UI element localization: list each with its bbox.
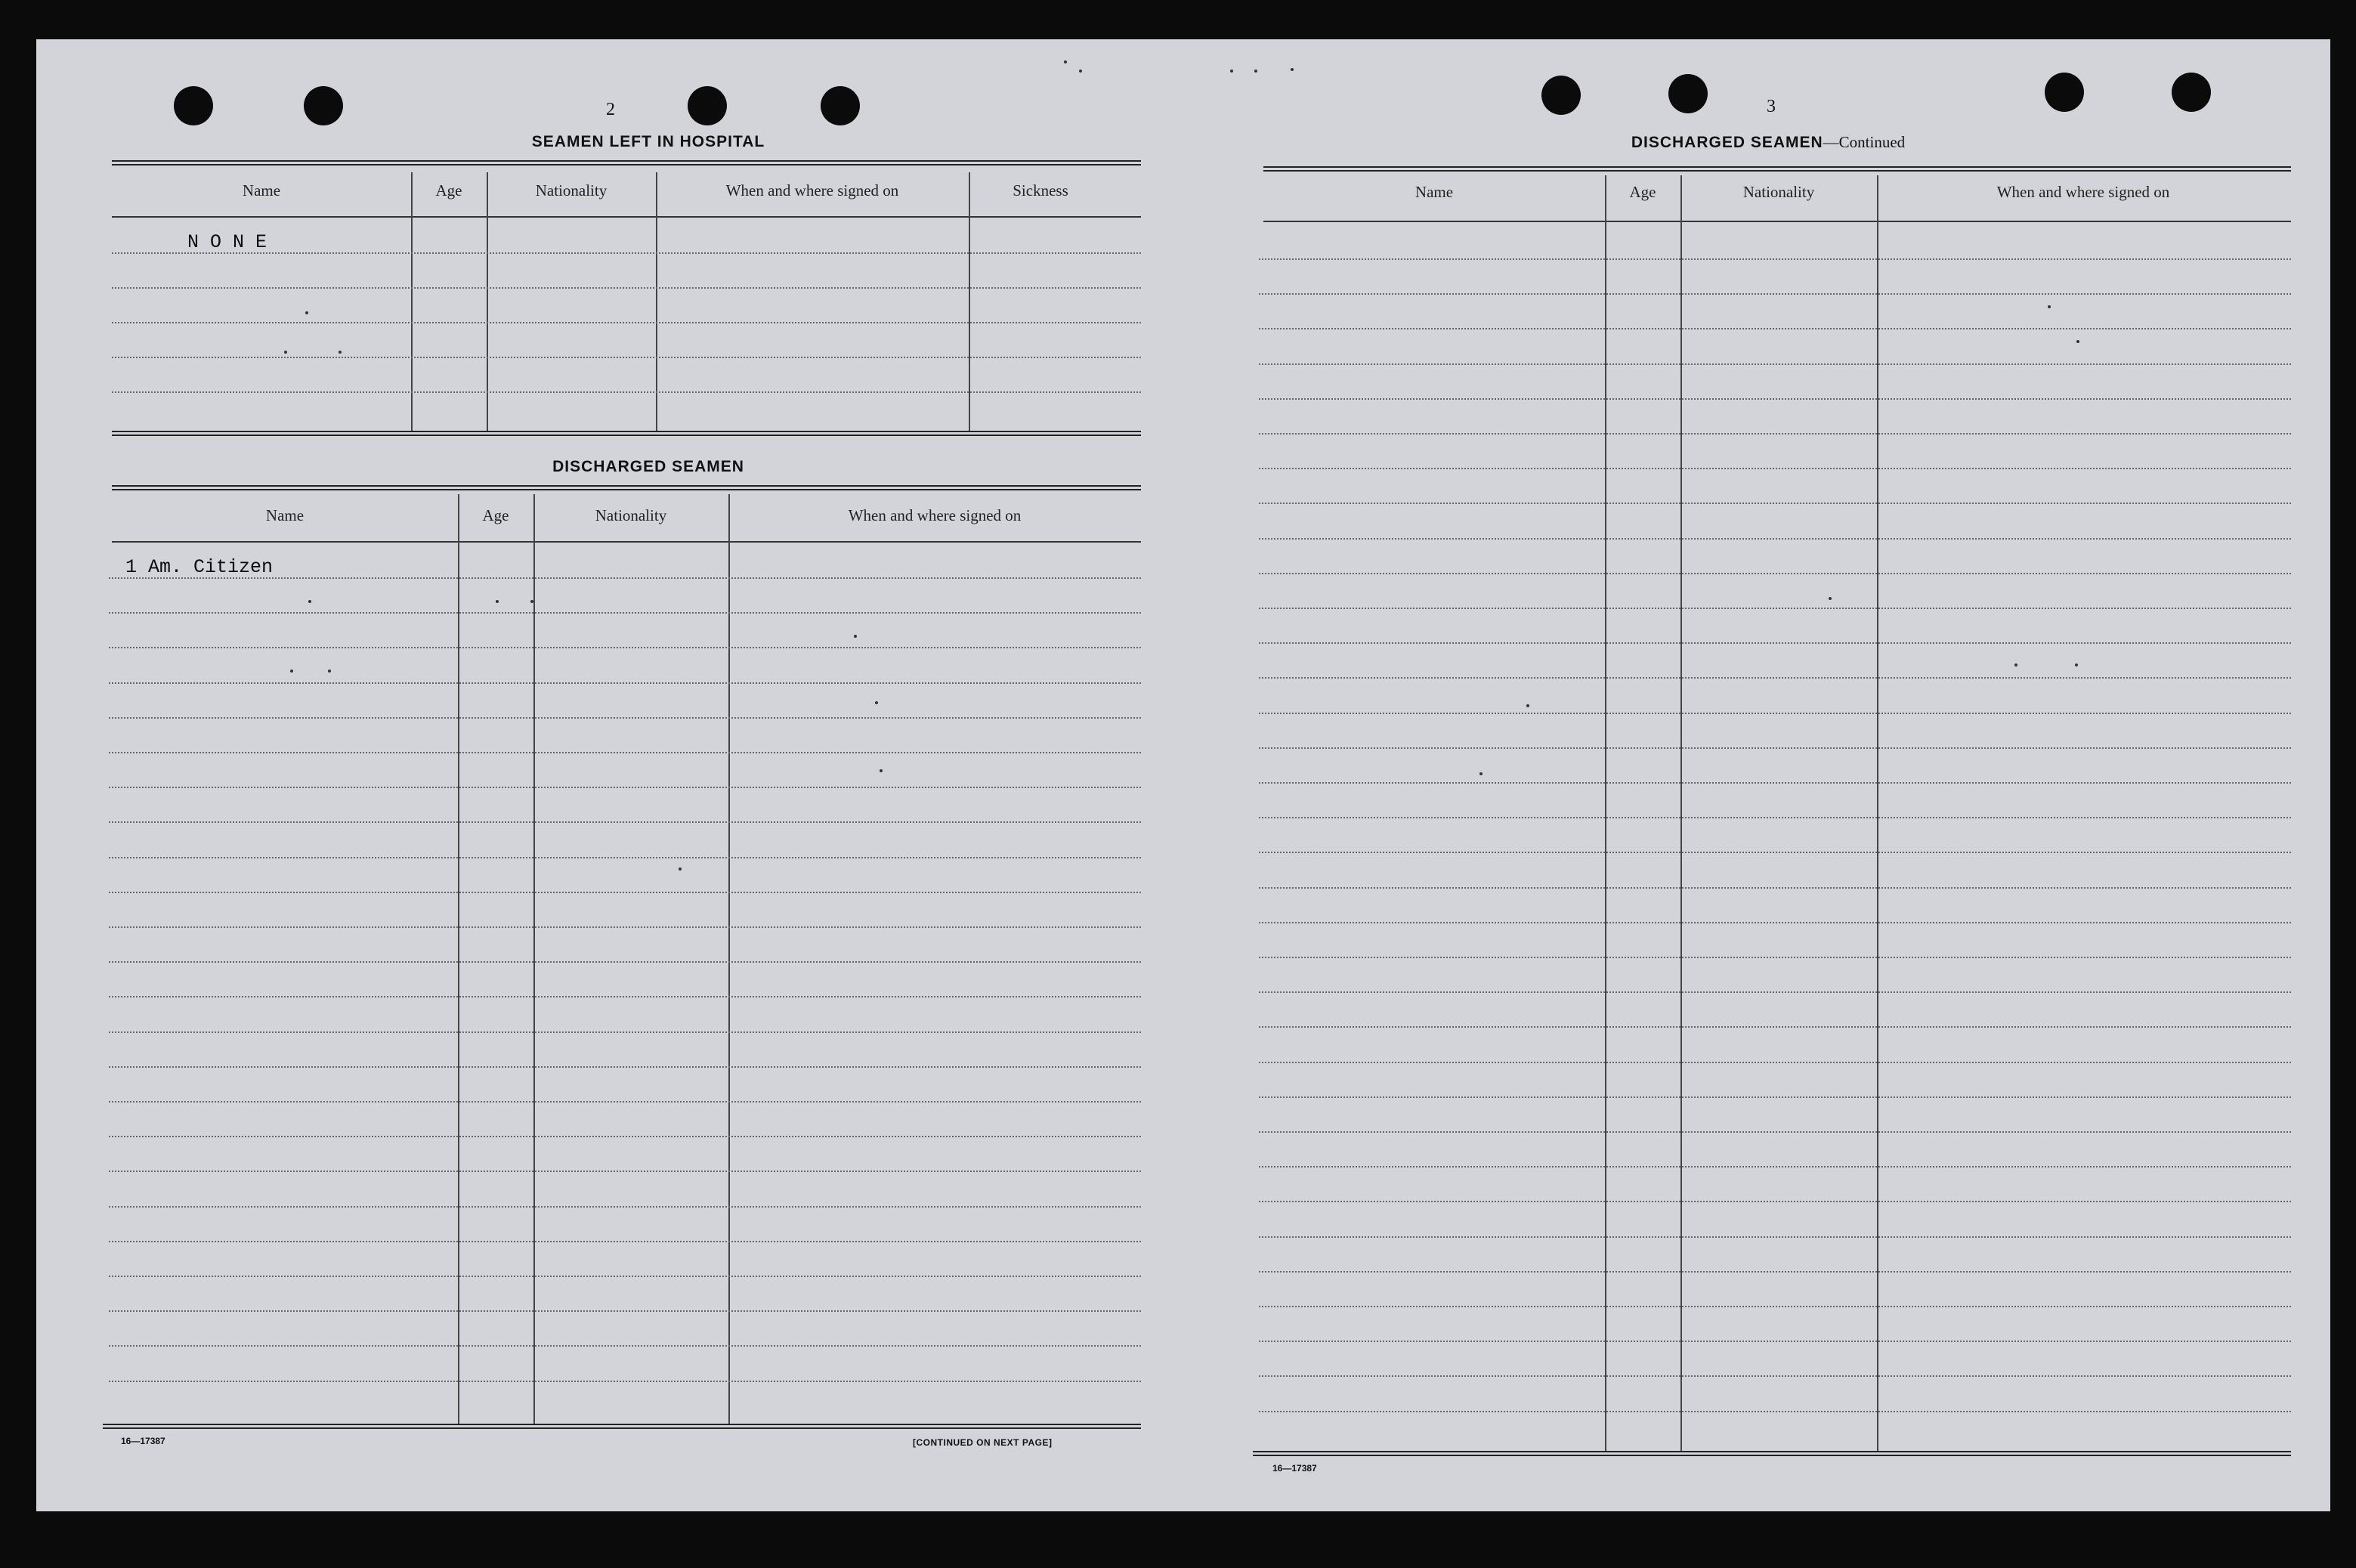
ledger-row-line	[109, 1136, 1141, 1137]
ledger-row-line	[109, 996, 1141, 997]
hospital-row-line	[112, 322, 1141, 323]
ledger-row-line	[1259, 1062, 2291, 1063]
hospital-section-title: SEAMEN LEFT IN HOSPITAL	[531, 133, 765, 150]
ledger-row-line	[1259, 1026, 2291, 1028]
ink-speck	[305, 311, 308, 314]
punch-hole	[2172, 73, 2211, 112]
ledger-row-line	[1259, 1201, 2291, 1202]
right-col-divider	[1605, 175, 1606, 1452]
right-col-divider	[1680, 175, 1682, 1452]
right-title-continued: —Continued	[1823, 133, 1906, 151]
ink-speck	[496, 600, 499, 603]
ledger-row-line	[1259, 1411, 2291, 1412]
ledger-row-line	[109, 1206, 1141, 1208]
ink-speck	[1479, 772, 1483, 775]
right-page-number: 3	[1767, 97, 1776, 116]
ink-speck	[328, 670, 331, 673]
ledger-row-line	[1259, 398, 2291, 400]
hospital-col-nationality: Nationality	[535, 181, 608, 199]
ledger-row-line	[109, 752, 1141, 753]
ledger-row-line	[1259, 258, 2291, 260]
hospital-col-signed-on: When and where signed on	[725, 181, 899, 199]
punch-hole	[304, 86, 343, 125]
ledger-row-line	[1259, 328, 2291, 329]
ledger-row-line	[1259, 293, 2291, 295]
hospital-col-divider	[656, 172, 657, 432]
ink-speck	[308, 600, 311, 603]
hospital-row-line	[112, 391, 1141, 393]
hospital-col-sickness: Sickness	[1013, 181, 1068, 199]
ledger-row-line	[1259, 1271, 2291, 1273]
right-top-rule	[1263, 166, 2291, 172]
ledger-row-line	[1259, 573, 2291, 574]
ledger-row-line	[109, 682, 1141, 684]
ledger-row-line	[109, 1101, 1141, 1103]
ledger-row-line	[1259, 503, 2291, 504]
ledger-row-line	[109, 1345, 1141, 1347]
ledger-row-line	[109, 787, 1141, 788]
ledger-row-line	[1259, 538, 2291, 540]
ledger-row-line	[109, 1276, 1141, 1277]
discharged-col-name: Name	[265, 506, 305, 524]
hospital-col-divider	[411, 172, 413, 432]
ink-speck	[1064, 60, 1067, 63]
discharged-entry-citizen: 1 Am. Citizen	[125, 556, 274, 578]
ledger-row-line	[1259, 747, 2291, 749]
ink-speck	[1254, 70, 1257, 73]
hospital-row-line	[112, 357, 1141, 358]
ledger-row-line	[1259, 1306, 2291, 1307]
ledger-row-line	[1259, 887, 2291, 889]
ledger-row-line	[109, 857, 1141, 858]
ledger-row-line	[109, 821, 1141, 823]
right-col-name: Name	[1415, 183, 1454, 201]
right-header-rule	[1263, 221, 2291, 222]
discharged-col-divider	[533, 494, 535, 1425]
discharged-col-nationality: Nationality	[595, 506, 667, 524]
ledger-row-line	[1259, 433, 2291, 435]
discharged-col-signed-on: When and where signed on	[848, 506, 1022, 524]
ink-speck	[1829, 597, 1832, 600]
ledger-row-line	[109, 1066, 1141, 1068]
ledger-row-line	[1259, 1096, 2291, 1098]
discharged-col-divider	[728, 494, 730, 1425]
ledger-row-line	[109, 717, 1141, 719]
discharged-top-rule	[112, 485, 1141, 490]
discharged-col-divider	[458, 494, 459, 1425]
ledger-row-line	[109, 1241, 1141, 1242]
hospital-entry-none: N O N E	[187, 231, 267, 253]
ledger-row-line	[1259, 782, 2291, 784]
hospital-col-divider	[487, 172, 488, 432]
ink-speck	[1230, 70, 1233, 73]
ink-speck	[2048, 305, 2051, 308]
ledger-row-line	[1259, 1236, 2291, 1238]
hospital-row-line	[112, 287, 1141, 289]
right-col-nationality: Nationality	[1742, 183, 1815, 201]
ledger-row-line	[1259, 1131, 2291, 1133]
ledger-row-line	[1259, 642, 2291, 644]
ledger-row-line	[1259, 957, 2291, 958]
right-form-number: 16—17387	[1272, 1463, 1317, 1474]
ledger-row-line	[1259, 1341, 2291, 1342]
ledger-row-line	[1259, 677, 2291, 679]
punch-hole	[174, 86, 213, 125]
document-sheet	[36, 39, 2330, 1511]
ink-speck	[875, 701, 878, 704]
discharged-col-age: Age	[482, 506, 509, 524]
ledger-row-line	[109, 612, 1141, 614]
hospital-col-divider	[969, 172, 970, 432]
continued-note: [CONTINUED ON NEXT PAGE]	[913, 1437, 1053, 1448]
ledger-row-line	[1259, 608, 2291, 609]
punch-hole	[1668, 74, 1708, 113]
right-col-signed-on: When and where signed on	[1996, 183, 2170, 201]
ledger-row-line	[1259, 922, 2291, 923]
ink-speck	[1291, 68, 1294, 71]
ledger-row-line	[1259, 713, 2291, 714]
ink-speck	[284, 351, 287, 354]
ink-speck	[530, 600, 533, 603]
ink-speck	[1526, 704, 1529, 707]
punch-hole	[821, 86, 860, 125]
punch-hole	[2045, 73, 2084, 112]
ledger-row-line	[109, 647, 1141, 648]
right-col-divider	[1877, 175, 1878, 1452]
ledger-row-line	[109, 1171, 1141, 1172]
ink-speck	[679, 868, 682, 871]
right-title-main: DISCHARGED SEAMEN	[1631, 134, 1823, 151]
ledger-row-line	[1259, 852, 2291, 853]
right-col-age: Age	[1629, 183, 1656, 201]
ink-speck	[290, 670, 293, 673]
ledger-row-line	[1259, 1375, 2291, 1377]
hospital-bottom-rule	[112, 431, 1141, 436]
hospital-top-rule	[112, 160, 1141, 165]
ledger-row-line	[109, 1031, 1141, 1033]
hospital-header-rule	[112, 216, 1141, 218]
left-form-number: 16—17387	[121, 1436, 165, 1446]
left-page-number: 2	[606, 100, 615, 119]
punch-hole	[1541, 76, 1581, 115]
ledger-row-line	[109, 1381, 1141, 1382]
punch-hole	[688, 86, 727, 125]
discharged-section-title: DISCHARGED SEAMEN	[552, 458, 744, 475]
right-bottom-rule	[1253, 1451, 2291, 1456]
ink-speck	[854, 635, 857, 638]
ink-speck	[2076, 340, 2079, 343]
ledger-row-line	[1259, 363, 2291, 365]
ink-speck	[2014, 663, 2017, 666]
ledger-row-line	[109, 1310, 1141, 1312]
ledger-row-line	[1259, 991, 2291, 993]
right-section-title	[1564, 133, 1972, 152]
hospital-col-name: Name	[242, 181, 281, 199]
ink-speck	[1079, 70, 1082, 73]
hospital-col-age: Age	[435, 181, 462, 199]
ledger-row-line	[109, 926, 1141, 928]
discharged-bottom-rule	[103, 1424, 1141, 1429]
ledger-row-line	[109, 961, 1141, 963]
ledger-row-line	[1259, 1166, 2291, 1167]
ledger-row-line	[1259, 468, 2291, 469]
ledger-row-line	[109, 892, 1141, 893]
discharged-header-rule	[112, 541, 1141, 543]
ink-speck	[339, 351, 342, 354]
ink-speck	[880, 769, 883, 772]
ink-speck	[2075, 663, 2078, 666]
ledger-row-line	[1259, 817, 2291, 818]
